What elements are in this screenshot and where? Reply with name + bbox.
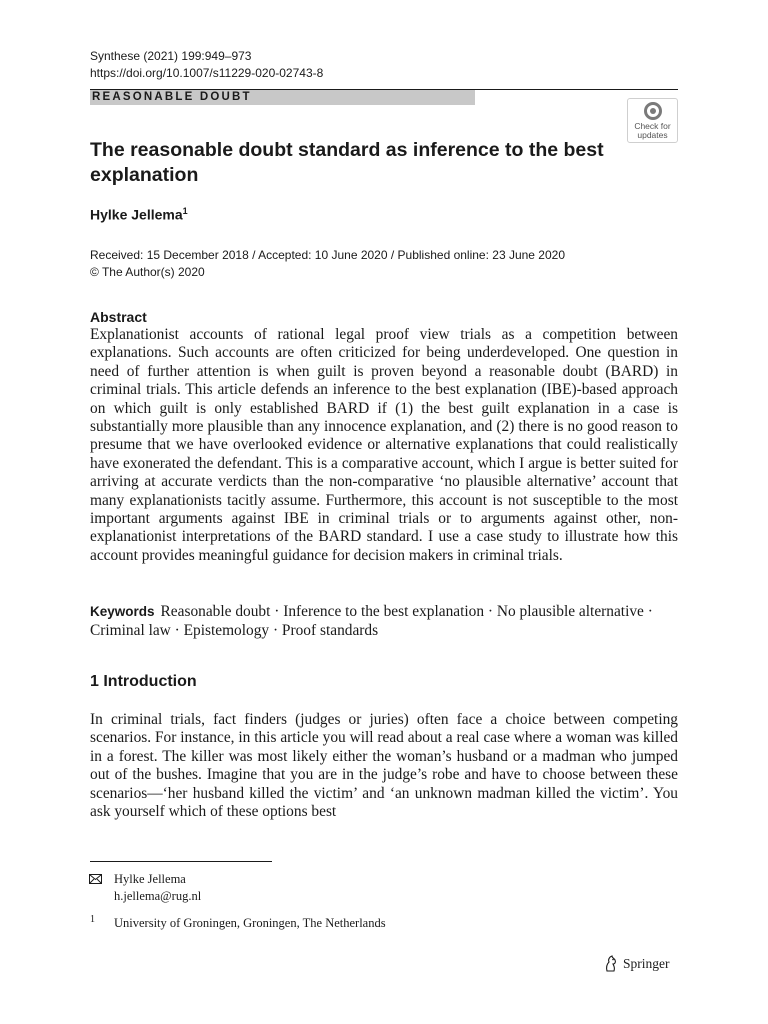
badge-line-2: updates [637, 130, 668, 140]
copyright-line: © The Author(s) 2020 [90, 265, 205, 279]
introduction-text: In criminal trials, fact finders (judges or juries) often face a choice between competing scenarios. For instance, in this article you will read about a real case where a woman was killed in a forest. The killer was most likely either the woman’s husband or a madman who jumped out of the bushes. Imagine that you are in the judge’s robe and have to choose between these scenarios—‘her husband killed the victim’ and ‘an unknown madman killed the victim’. You ask yourself which of these options best [90, 711, 678, 821]
check-for-updates-icon [644, 102, 662, 120]
affiliation-mark: 1 [182, 206, 188, 216]
envelope-icon [89, 874, 102, 884]
footnote-affiliation: University of Groningen, Groningen, The Netherlands [114, 916, 386, 930]
paper-title: The reasonable doubt standard as inference to the best explanation [90, 139, 604, 186]
badge-line-1: Check for [634, 121, 671, 131]
journal-citation: Synthese (2021) 199:949–973 [90, 49, 252, 63]
publisher-name: Springer [623, 956, 670, 971]
abstract-heading: Abstract [90, 309, 147, 325]
keywords [90, 602, 678, 640]
footnote-rule [90, 861, 272, 862]
doi-link[interactable]: https://doi.org/10.1007/s11229-020-02743-8 [90, 66, 324, 80]
footnote-number: 1 [90, 914, 95, 925]
check-for-updates-badge[interactable] [627, 98, 678, 143]
contact-email[interactable]: h.jellema@rug.nl [114, 889, 202, 903]
author-name: Hylke Jellema [90, 206, 183, 223]
contact-info [114, 871, 201, 905]
publication-dates [90, 247, 565, 281]
keywords-label: Keywords [90, 604, 155, 619]
journal-header [90, 48, 323, 82]
dates-line: Received: 15 December 2018 / Accepted: 10 June 2020 / Published online: 23 June 2020 [90, 248, 566, 262]
abstract-text: Explanationist accounts of rational legal proof view trials as a competition between explanations. Such accounts are often criticized for being underdeveloped. One question in need of further attention is when guilt is proven beyond a reasonable doubt (BARD) in criminal trials. This article defends an inference to the best explanation (IBE)-based approach on which guilt is only established BARD if (1) the best guilt explanation in a case is substantially more plausible than any innocence explanation, and (2) there is no good reason to presume that we have overlooked evidence or alternative explanations that could realistically have exonerated the defendant. This is a comparative account, which I argue is better suited for arriving at accurate verdicts than the non-comparative ‘no plausible alternative’ account that many explanationists tacitly assume. Furthermore, this account is not susceptible to the most important arguments against IBE in criminal trials or to arguments against other, non-explanationist interpretations of the BARD standard. I use a case study to illustrate how this account provides meaningful guidance for decision makers in criminal trials. [90, 326, 678, 564]
contact-name: Hylke Jellema [114, 872, 186, 886]
keywords-text: Reasonable doubt · Inference to the best explanation · No plausible alternative · Criminal law · Epistemology · Proof standards [90, 603, 653, 639]
springer-horse-icon [603, 955, 619, 973]
publisher-logo [603, 955, 670, 973]
section-label: REASONABLE DOUBT [90, 90, 475, 105]
introduction-heading: 1 Introduction [90, 673, 197, 690]
author [90, 206, 188, 223]
